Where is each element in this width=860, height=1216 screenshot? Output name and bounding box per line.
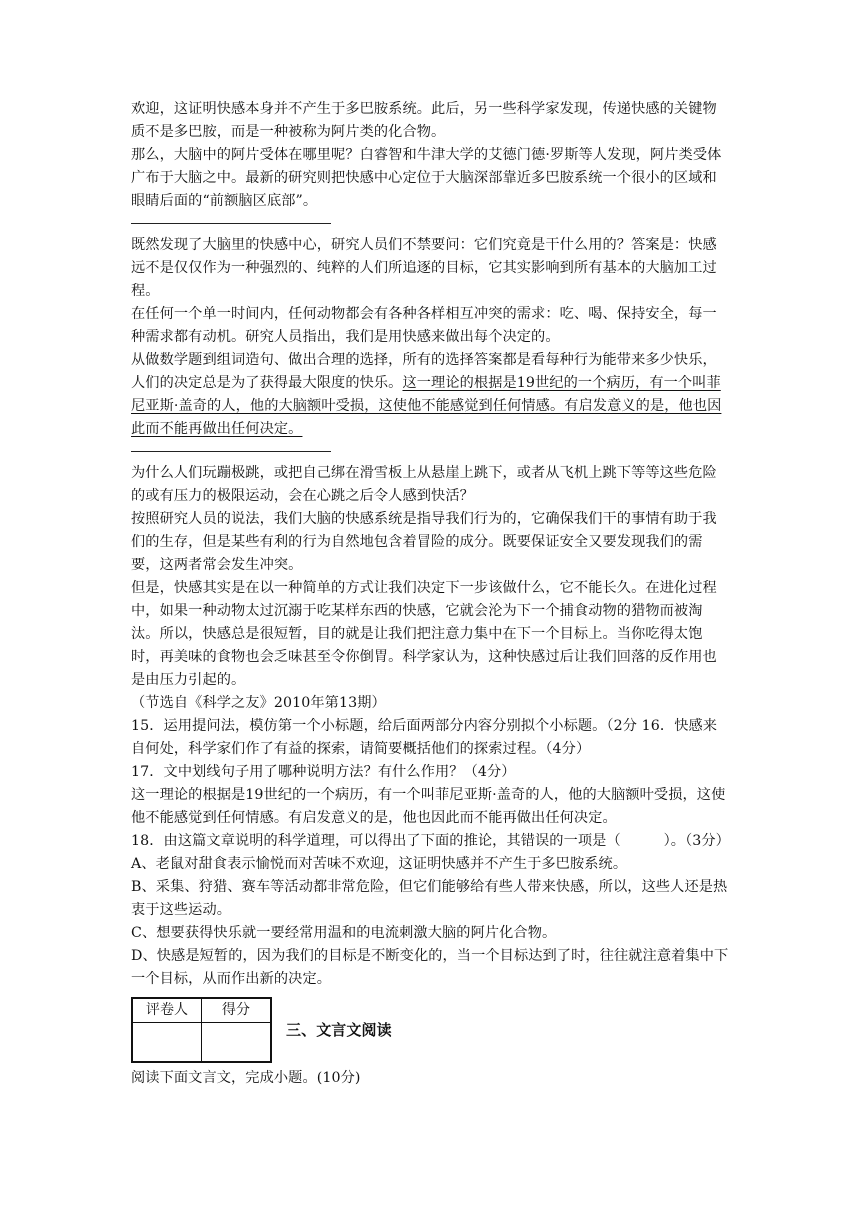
score-table [131,997,272,1063]
option-a: A、老鼠对甜食表示愉悦而对苦味不欢迎，这证明快感并不产生于多巴胺系统。 [131,856,628,872]
paragraph: 但是，快感其实是在以一种简单的方式让我们决定下一步该做什么，它不能长久。在进化过程中，如果一种动物太过沉溺于吃某样东西的快感，它就会沦为下一个捕食动物的猎物而被淘汰。所以，快感总是很短暂，目的就是让我们把注意力集中在下一个目标上。当你吃得太饱时，再美味的食物也会乏味甚至令你倒胃。科学家认为，这种快感过后让我们回落的反作用也是由压力引起的。 [131,580,717,688]
grader-cell [132,1023,202,1063]
paragraph: 为什么人们玩蹦极跳，或把自己绑在滑雪板上从悬崖上跳下，或者从飞机上跳下等等这些危险的或有压力的极限运动，会在心跳之后令人感到快活？ [131,465,717,504]
option-d: D、快感是短暂的，因为我们的目标是不断变化的，当一个目标达到了时，往往就注意着集中下一个目标，从而作出新的决定。 [131,948,729,987]
paragraph-text: 从做数学题到组词造句、做出合理的选择，所有的选择答案都是看每种行为能带来多少快乐，人们的决定总是为了获得最大限度的快乐。 [131,352,717,391]
grader-header: 评卷人 [132,998,202,1023]
paragraph: 按照研究人员的说法，我们大脑的快感系统是指导我们行为的，它确保我们干的事情有助于我们的生存，但是某些有利的行为自然地包含着冒险的成分。既要保证安全又要发现我们的需要，这两者常会发生冲突。 [131,511,717,573]
score-header: 得分 [202,998,272,1023]
paragraph: 在任何一个单一时间内，任何动物都会有各种各样相互冲突的需求：吃、喝、保持安全，每一种需求都有动机。研究人员指出，我们是用快感来做出每个决定的。 [131,306,717,345]
paragraph: 那么，大脑中的阿片受体在哪里呢？白睿智和牛津大学的艾德门德·罗斯等人发现，阿片类受体广布于大脑之中。最新的研究则把快感中心定位于大脑深部靠近多巴胺系统一个很小的区域和眼睛后面的“前额脑区底部”。 [131,147,722,209]
score-block [131,997,731,1063]
score-cell [202,1023,272,1063]
option-c: C、想要获得快乐就一要经常用温和的电流刺激大脑的阿片化合物。 [131,925,557,941]
paragraph-with-underline [131,349,731,441]
instruction: 阅读下面文言文，完成小题。(10分) [131,1070,361,1086]
source-note: （节选自《科学之友》2010年第13期） [131,695,386,711]
question-17-quote: 这一理论的根据是19世纪的一个病历，有一个叫菲尼亚斯·盖奇的人，他的大脑额叶受损，这使他不能感觉到任何情感。有启发意义的是，他也因此而不能再做出任何决定。 [131,787,726,826]
paragraph: 既然发现了大脑里的快感中心，研究人员们不禁要问：它们究竟是干什么用的？答案是：快感远不是仅仅作为一种强烈的、纯粹的人们所追逐的目标，它其实影响到所有基本的大脑加工过程。 [131,237,717,299]
article-body [131,98,731,1090]
section-title: 三、文言文阅读 [286,1020,392,1039]
section-divider [131,451,331,452]
section-divider [131,223,331,224]
option-b: B、采集、狩猎、赛车等活动都非常危险，但它们能够给有些人带来快感，所以，这些人还是热衷于这些运动。 [131,879,728,918]
paragraph: 欢迎，这证明快感本身并不产生于多巴胺系统。此后，另一些科学家发现，传递快感的关键物质不是多巴胺，而是一种被称为阿片类的化合物。 [131,101,717,140]
underlined-sentence: 这一理论的根据是19世纪的一个病历，有一个叫菲尼亚斯·盖奇的人，他的大脑额叶受损，这使他不能感觉到任何情感。有启发意义的是，他也因此而不能再做出任何决定。 [131,375,722,437]
question-17: 17．文中划线句子用了哪种说明方法？有什么作用？（4分） [131,764,516,780]
question-18: 18．由这篇文章说明的科学道理，可以得出了下面的推论，其错误的一项是（ ）。（3分） [131,833,730,849]
question-15-16: 15．运用提问法，模仿第一个小标题，给后面两部分内容分别拟个小标题。（2分 16．快感来自何处，科学家们作了有益的探索，请简要概括他们的探索过程。（4分） [131,718,718,757]
